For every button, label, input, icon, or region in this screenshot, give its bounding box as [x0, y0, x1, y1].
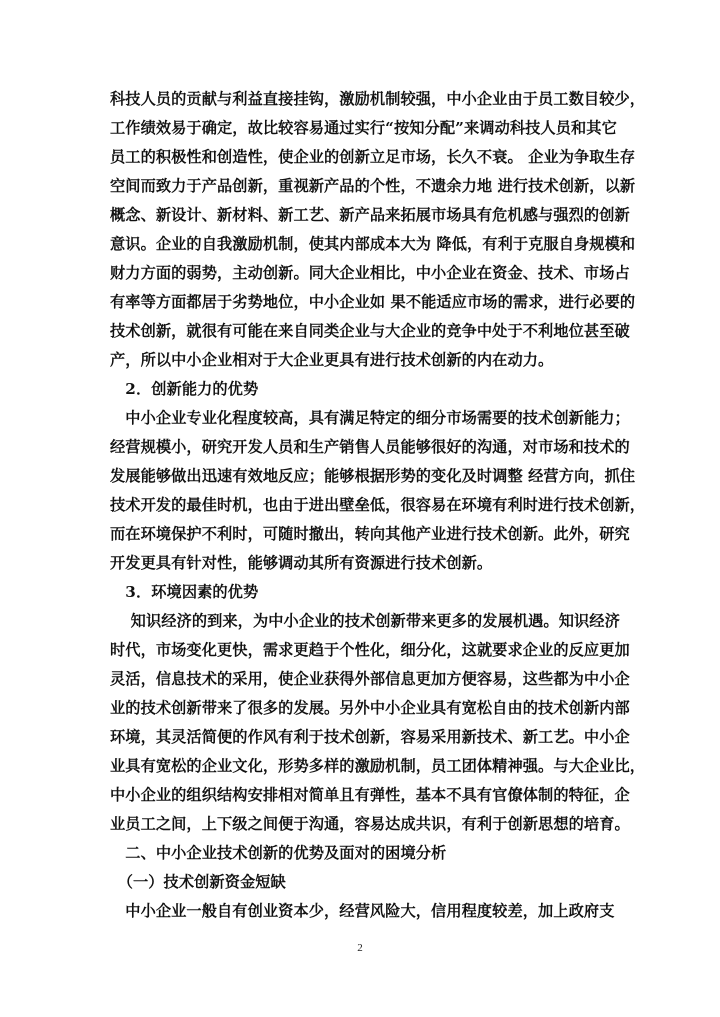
text-line: 财力方面的弱势，主动创新。同大企业相比，中小企业在资金、技术、市场占: [110, 264, 630, 282]
text-line: 空间而致力于产品创新，重视新产品的个性，不遗余力地 进行技术创新，以新: [110, 177, 636, 195]
text-line: 环境，其灵活简便的作风有利于技术创新，容易采用新技术、新工艺。中小企: [110, 728, 630, 746]
text-line: 科技人员的贡献与利益直接挂钩，激励机制较强，中小企业由于员工数目较少，: [110, 90, 646, 108]
text-line: 工作绩效易于确定，故比较容易通过实行“按知分配”来调动科技人员和其它: [110, 119, 617, 137]
text-line: 概念、新设计、新材料、新工艺、新产品来拓展市场具有危机感与强烈的创新: [110, 206, 630, 224]
text-line: 中小企业专业化程度较高，具有满足特定的细分市场需要的技术创新能力；: [110, 409, 630, 427]
text-line: 而在环境保护不利时，可随时撤出，转向其他产业进行技术创新。此外，研究: [110, 525, 630, 543]
text-line: 时代，市场变化更快，需求更趋于个性化，细分化，这就要求企业的反应更加: [110, 641, 630, 659]
section-heading-3: 3．环境因素的优势: [110, 583, 259, 601]
text-line: 产，所以中小企业相对于大企业更具有进行技术创新的内在动力。: [110, 351, 554, 369]
text-line: 有率等方面都居于劣势地位，中小企业如 果不能适应市场的需求，进行必要的: [110, 293, 636, 311]
text-line: 发展能够做出迅速有效地反应；能够根据形势的变化及时调整 经营方向，抓住: [110, 467, 636, 485]
chapter-heading: 二、中小企业技术创新的优势及面对的困境分析: [110, 844, 447, 862]
text-line: 业具有宽松的企业文化，形势多样的激励机制，员工团体精神强。与大企业比，: [110, 757, 646, 775]
text-line: 中小企业的组织结构安排相对简单且有弹性，基本不具有官僚体制的特征，企: [110, 786, 630, 804]
text-line: 意识。企业的自我激励机制，使其内部成本大为 降低，有利于克服自身规模和: [110, 235, 636, 253]
text-line: 灵活，信息技术的采用，使企业获得外部信息更加方便容易，这些都为中小企: [110, 670, 630, 688]
text-line: 员工的积极性和创造性，使企业的创新立足市场，长久不衰。 企业为争取生存: [110, 148, 636, 166]
section-heading-2: 2．创新能力的优势: [110, 380, 259, 398]
text-line: 技术开发的最佳时机，也由于进出壁垒低，很容易在环境有利时进行技术创新，: [110, 496, 646, 514]
text-line: 技术创新，就很有可能在来自同类企业与大企业的竞争中处于不利地位甚至破: [110, 322, 630, 340]
text-line: 业的技术创新带来了很多的发展。另外中小企业具有宽松自由的技术创新内部: [110, 699, 630, 717]
subsection-heading: （一）技术创新资金短缺: [110, 873, 286, 891]
page-number: 2: [357, 942, 363, 954]
text-line: 业员工之间，上下级之间便于沟通，容易达成共识，有利于创新思想的培育。: [110, 815, 630, 833]
text-line: 中小企业一般自有创业资本少，经营风险大，信用程度较差，加上政府支: [110, 902, 615, 920]
text-line: 经营规模小，研究开发人员和生产销售人员能够很好的沟通，对市场和技术的: [110, 438, 630, 456]
text-line: 开发更具有针对性，能够调动其所有资源进行技术创新。: [110, 554, 493, 572]
text-line: 知识经济的到来，为中小企业的技术创新带来更多的发展机遇。知识经济: [110, 612, 620, 630]
